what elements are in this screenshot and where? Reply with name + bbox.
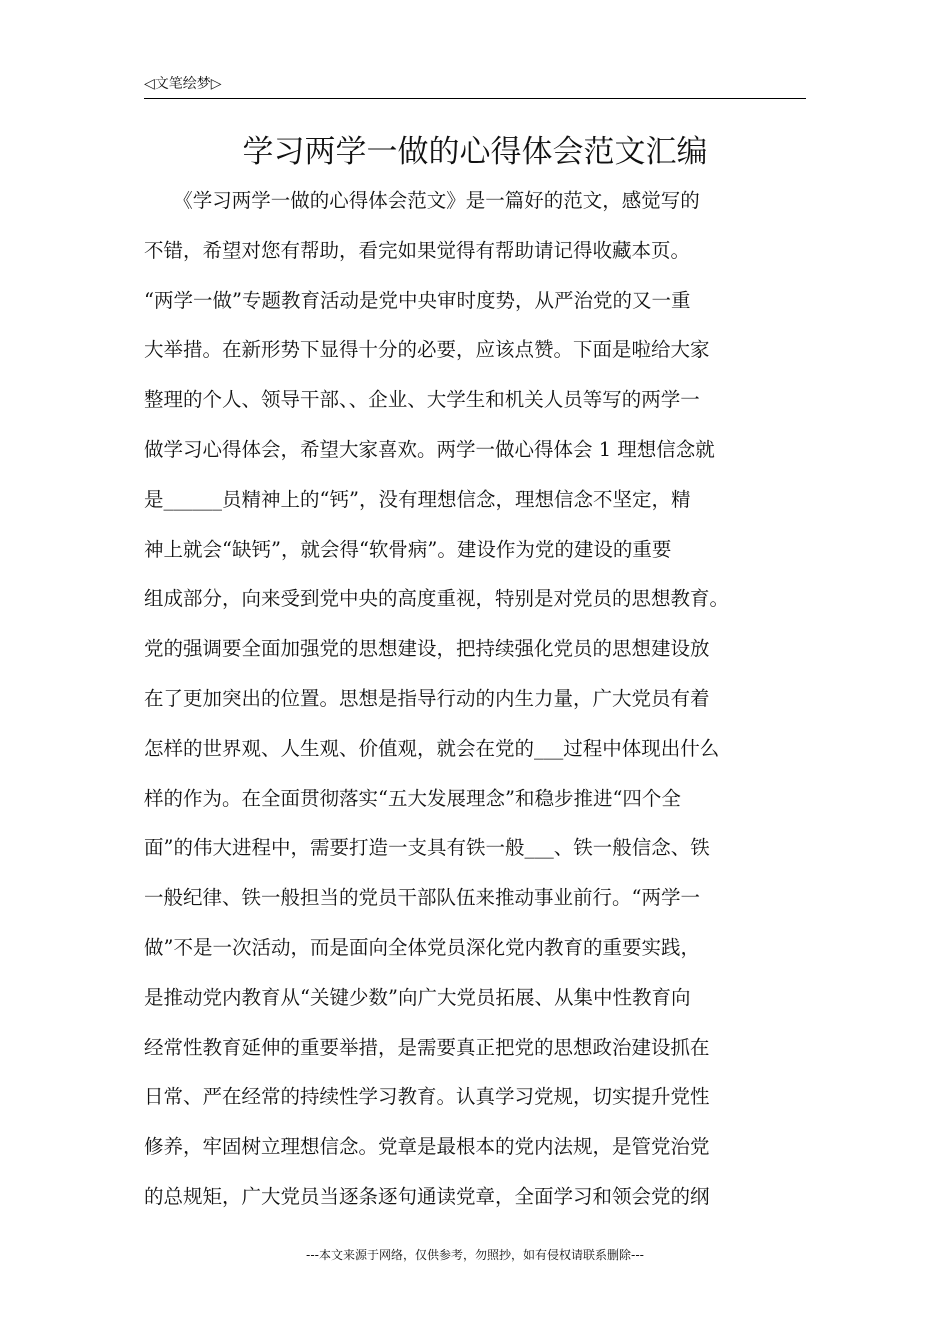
body-line: 在了更加突出的位置。思想是指导行动的内生力量，广大党员有着 — [144, 686, 710, 710]
body-line: 面”的伟大进程中，需要打造一支具有铁一般___、铁一般信念、铁 — [144, 836, 710, 860]
body-line: 做学习心得体会，希望大家喜欢。两学一做心得体会 1 理想信念就 — [144, 437, 715, 461]
body-line: 神上就会“缺钙”，就会得“软骨病”。建设作为党的建设的重要 — [144, 537, 672, 561]
body-line: 是推动党内教育从“关键少数”向广大党员拓展、从集中性教育向 — [144, 985, 691, 1009]
body-line: 大举措。在新形势下显得十分的必要，应该点赞。下面是啦给大家 — [144, 338, 710, 362]
body-line: 不错，希望对您有帮助，看完如果觉得有帮助请记得收藏本页。 — [144, 238, 691, 262]
page-header — [144, 74, 806, 99]
body-line: 是______员精神上的“钙”，没有理想信念，理想信念不坚定，精 — [144, 487, 691, 511]
body-line: 的总规矩，广大党员当逐条逐句通读党章，全面学习和领会党的纲 — [144, 1184, 710, 1208]
body-line: 党的强调要全面加强党的思想建设，把持续强化党员的思想建设放 — [144, 637, 710, 661]
body-line: 修养，牢固树立理想信念。党章是最根本的党内法规，是管党治党 — [144, 1135, 710, 1159]
body-line: 日常、严在经常的持续性学习教育。认真学习党规，切实提升党性 — [144, 1085, 710, 1109]
page-footer: ---本文来源于网络，仅供参考，勿照抄，如有侵权请联系删除--- — [306, 1248, 644, 1262]
body-line: 怎样的世界观、人生观、价值观，就会在党的___过程中体现出什么 — [144, 736, 720, 760]
body-line: 组成部分，向来受到党中央的高度重视，特别是对党员的思想教育。 — [144, 587, 730, 611]
body-line: “两学一做”专题教育活动是党中央审时度势，从严治党的又一重 — [144, 288, 691, 312]
body-line: 《学习两学一做的心得体会范文》是一篇好的范文，感觉写的 — [144, 189, 700, 212]
body-line: 经常性教育延伸的重要举措，是需要真正把党的思想政治建设抓在 — [144, 1035, 710, 1059]
body-line: 样的作为。在全面贯彻落实“五大发展理念”和稳步推进“四个全 — [144, 786, 681, 810]
document-title: 学习两学一做的心得体会范文汇编 — [242, 134, 708, 170]
body-line: 做”不是一次活动，而是面向全体党员深化党内教育的重要实践， — [144, 935, 700, 959]
header-text: ◁文笔绘梦▷ — [144, 76, 222, 92]
body-line: 一般纪律、铁一般担当的党员干部队伍来推动事业前行。“两学一 — [144, 886, 700, 910]
body-line: 整理的个人、领导干部、、企业、大学生和机关人员等写的两学一 — [144, 388, 700, 412]
document-body — [144, 181, 824, 1227]
